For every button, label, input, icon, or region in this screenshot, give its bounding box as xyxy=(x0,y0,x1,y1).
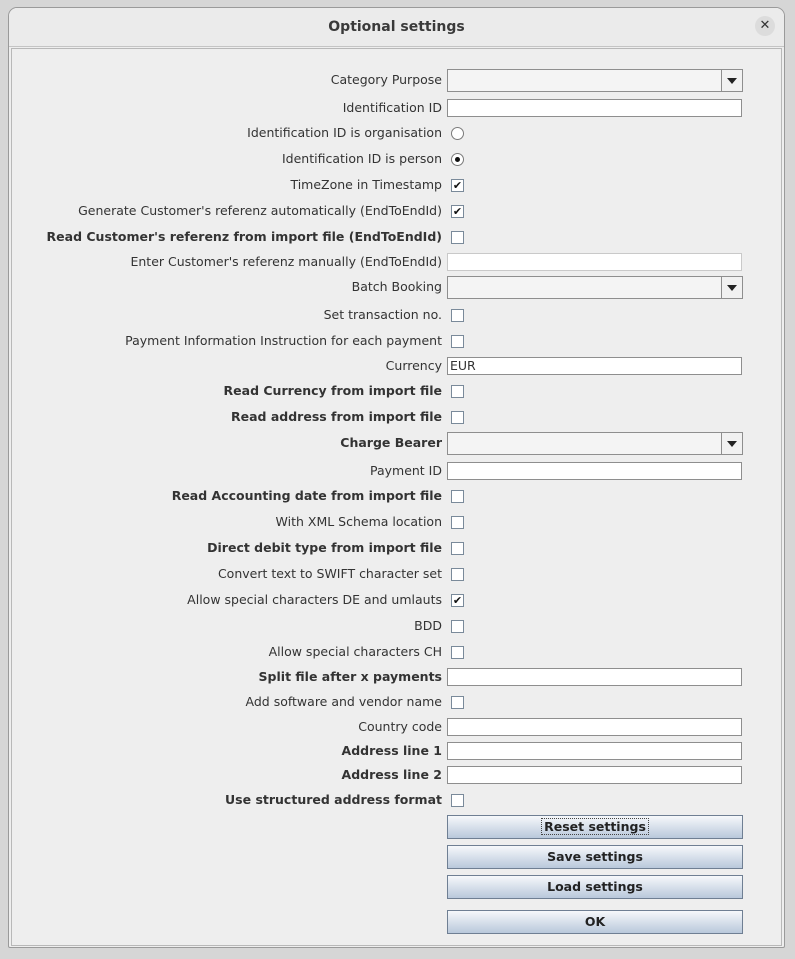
generate-customer-ref-label: Generate Customer's referenz automatically (EndToEndId) xyxy=(78,203,442,218)
row-convert-swift xyxy=(12,563,783,585)
batch-booking-select[interactable] xyxy=(447,276,743,299)
category-purpose-select[interactable] xyxy=(447,69,743,92)
read-address-checkbox[interactable] xyxy=(451,411,464,424)
row-address-line-2 xyxy=(12,764,783,786)
convert-swift-label: Convert text to SWIFT character set xyxy=(217,566,442,581)
reset-settings-button[interactable] xyxy=(447,815,743,839)
row-address-line-1 xyxy=(12,740,783,762)
row-read-customer-ref xyxy=(12,226,783,248)
address-line-1-input[interactable] xyxy=(447,742,742,760)
id-person-radio[interactable] xyxy=(451,153,464,166)
id-person-label: Identification ID is person xyxy=(281,151,442,166)
reset-settings-label: Reset settings xyxy=(541,818,649,835)
bdd-label: BDD xyxy=(414,618,442,633)
row-xml-schema-location xyxy=(12,511,783,533)
category-purpose-dropdown-button[interactable] xyxy=(721,70,742,91)
row-read-currency xyxy=(12,380,783,402)
row-id-person xyxy=(12,148,783,170)
row-enter-customer-ref xyxy=(12,251,783,273)
payment-info-instruction-label: Payment Information Instruction for each payment xyxy=(125,333,442,348)
row-add-software-vendor xyxy=(12,691,783,713)
batch-booking-label: Batch Booking xyxy=(351,279,442,294)
radio-selected-dot xyxy=(455,157,460,162)
timezone-checkbox[interactable]: ✔ xyxy=(452,179,463,192)
generate-customer-ref-checkbox[interactable]: ✔ xyxy=(452,205,463,218)
read-address-label: Read address from import file xyxy=(231,409,442,424)
row-batch-booking xyxy=(12,276,783,298)
set-transaction-no-label: Set transaction no. xyxy=(323,307,442,322)
chevron-down-icon xyxy=(727,441,737,447)
row-payment-id xyxy=(12,460,783,482)
set-transaction-no-checkbox[interactable] xyxy=(451,309,464,322)
xml-schema-location-checkbox[interactable] xyxy=(451,516,464,529)
address-line-2-input[interactable] xyxy=(447,766,742,784)
title-bar xyxy=(9,8,784,47)
allow-special-ch-checkbox[interactable] xyxy=(451,646,464,659)
row-currency xyxy=(12,355,783,377)
row-category-purpose xyxy=(12,69,783,91)
structured-address-label: Use structured address format xyxy=(225,792,442,807)
row-timezone xyxy=(12,174,783,196)
split-file-label: Split file after x payments xyxy=(258,669,442,684)
read-currency-label: Read Currency from import file xyxy=(223,383,442,398)
direct-debit-type-checkbox[interactable] xyxy=(451,542,464,555)
country-code-input[interactable] xyxy=(447,718,742,736)
chevron-down-icon xyxy=(727,78,737,84)
row-charge-bearer xyxy=(12,432,783,454)
settings-panel xyxy=(11,48,782,946)
enter-customer-ref-input[interactable] xyxy=(447,253,742,271)
row-read-accounting-date xyxy=(12,485,783,507)
identification-id-label: Identification ID xyxy=(342,100,442,115)
id-organisation-radio[interactable] xyxy=(451,127,464,140)
category-purpose-label: Category Purpose xyxy=(330,72,442,87)
add-software-vendor-label: Add software and vendor name xyxy=(245,694,442,709)
charge-bearer-dropdown-button[interactable] xyxy=(721,433,742,454)
read-customer-ref-checkbox[interactable] xyxy=(451,231,464,244)
structured-address-checkbox[interactable] xyxy=(451,794,464,807)
allow-special-ch-label: Allow special characters CH xyxy=(268,644,442,659)
enter-customer-ref-label: Enter Customer's referenz manually (EndToEndId) xyxy=(130,254,442,269)
row-split-file xyxy=(12,666,783,688)
country-code-label: Country code xyxy=(358,719,442,734)
close-icon[interactable]: ✕ xyxy=(755,16,775,36)
batch-booking-dropdown-button[interactable] xyxy=(721,277,742,298)
currency-input[interactable]: EUR xyxy=(447,357,742,375)
payment-id-label: Payment ID xyxy=(369,463,442,478)
charge-bearer-select[interactable] xyxy=(447,432,743,455)
row-bdd xyxy=(12,615,783,637)
read-customer-ref-label: Read Customer's referenz from import file (EndToEndId) xyxy=(46,229,442,244)
row-direct-debit-type xyxy=(12,537,783,559)
read-accounting-date-checkbox[interactable] xyxy=(451,490,464,503)
convert-swift-checkbox[interactable] xyxy=(451,568,464,581)
save-settings-button[interactable]: Save settings xyxy=(447,845,743,869)
row-payment-info-instruction xyxy=(12,330,783,352)
timezone-label: TimeZone in Timestamp xyxy=(290,177,442,192)
id-organisation-label: Identification ID is organisation xyxy=(247,125,442,140)
xml-schema-location-label: With XML Schema location xyxy=(275,514,442,529)
row-country-code xyxy=(12,716,783,738)
row-allow-special-ch xyxy=(12,641,783,663)
row-structured-address xyxy=(12,789,783,811)
charge-bearer-label: Charge Bearer xyxy=(340,435,442,450)
dialog-title: Optional settings xyxy=(328,19,465,35)
read-accounting-date-label: Read Accounting date from import file xyxy=(171,488,442,503)
currency-label: Currency xyxy=(385,358,442,373)
ok-button[interactable]: OK xyxy=(447,910,743,934)
load-settings-button[interactable]: Load settings xyxy=(447,875,743,899)
allow-special-de-label: Allow special characters DE and umlauts xyxy=(187,592,442,607)
row-set-transaction-no xyxy=(12,304,783,326)
address-line-2-label: Address line 2 xyxy=(341,767,442,782)
chevron-down-icon xyxy=(727,285,737,291)
identification-id-input[interactable] xyxy=(447,99,742,117)
bdd-checkbox[interactable] xyxy=(451,620,464,633)
payment-info-instruction-checkbox[interactable] xyxy=(451,335,464,348)
payment-id-input[interactable] xyxy=(447,462,742,480)
optional-settings-dialog xyxy=(8,7,785,948)
row-allow-special-de xyxy=(12,589,783,611)
allow-special-de-checkbox[interactable]: ✔ xyxy=(452,594,463,607)
add-software-vendor-checkbox[interactable] xyxy=(451,696,464,709)
direct-debit-type-label: Direct debit type from import file xyxy=(207,540,442,555)
row-id-organisation xyxy=(12,122,783,144)
address-line-1-label: Address line 1 xyxy=(341,743,442,758)
row-identification-id xyxy=(12,97,783,119)
row-read-address xyxy=(12,406,783,428)
read-currency-checkbox[interactable] xyxy=(451,385,464,398)
row-generate-customer-ref xyxy=(12,200,783,222)
split-file-input[interactable] xyxy=(447,668,742,686)
